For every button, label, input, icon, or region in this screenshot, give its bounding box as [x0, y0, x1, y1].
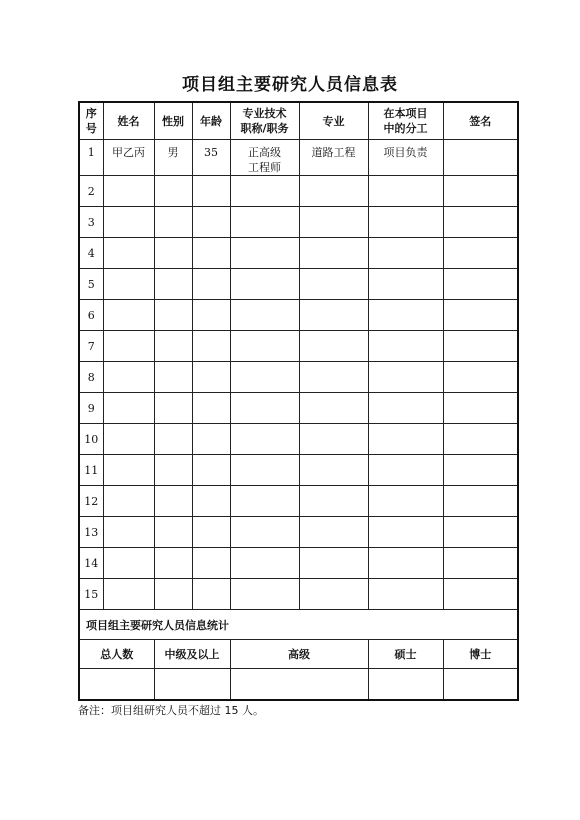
cell-major[interactable]: [299, 548, 368, 579]
cell-name[interactable]: [103, 207, 154, 238]
cell-signature[interactable]: [443, 140, 518, 176]
table-row: [79, 140, 518, 176]
cell-seq: 10: [79, 424, 103, 455]
table-row: [79, 579, 518, 610]
cell-role[interactable]: [368, 548, 443, 579]
cell-gender[interactable]: [154, 393, 192, 424]
cell-name[interactable]: [103, 362, 154, 393]
stats-header-total-count: 总人数: [79, 640, 154, 669]
cell-age[interactable]: [192, 393, 230, 424]
header-signature: 签名: [443, 102, 518, 140]
table-row: [79, 176, 518, 207]
table-row: [79, 269, 518, 300]
cell-role[interactable]: [368, 486, 443, 517]
cell-role[interactable]: [368, 176, 443, 207]
cell-role[interactable]: [368, 269, 443, 300]
cell-major[interactable]: [299, 300, 368, 331]
cell-role[interactable]: [368, 300, 443, 331]
cell-age[interactable]: [192, 579, 230, 610]
table-row: [79, 517, 518, 548]
cell-title[interactable]: [230, 238, 299, 269]
cell-role[interactable]: [368, 207, 443, 238]
cell-signature[interactable]: [443, 424, 518, 455]
cell-title[interactable]: [230, 331, 299, 362]
header-role: 在本项目 中的分工: [368, 102, 443, 140]
cell-age[interactable]: [192, 424, 230, 455]
cell-title[interactable]: [230, 455, 299, 486]
cell-age[interactable]: [192, 455, 230, 486]
cell-gender[interactable]: [154, 486, 192, 517]
cell-title[interactable]: [230, 300, 299, 331]
cell-role[interactable]: [368, 362, 443, 393]
cell-seq: 8: [79, 362, 103, 393]
cell-title[interactable]: [230, 486, 299, 517]
researcher-table: [78, 101, 519, 701]
cell-gender[interactable]: [154, 300, 192, 331]
stats-title: 项目组主要研究人员信息统计: [79, 610, 518, 640]
cell-major[interactable]: [299, 238, 368, 269]
cell-gender[interactable]: [154, 331, 192, 362]
table-row: [79, 238, 518, 269]
cell-major[interactable]: [299, 486, 368, 517]
cell-name[interactable]: [103, 455, 154, 486]
cell-gender[interactable]: [154, 362, 192, 393]
header-title: 专业技术 职称/职务: [230, 102, 299, 140]
cell-role[interactable]: [368, 517, 443, 548]
cell-role[interactable]: [368, 331, 443, 362]
cell-role[interactable]: 项目负责: [368, 140, 443, 176]
cell-name[interactable]: [103, 176, 154, 207]
cell-name[interactable]: [103, 486, 154, 517]
cell-gender[interactable]: [154, 548, 192, 579]
cell-name[interactable]: [103, 300, 154, 331]
cell-major[interactable]: [299, 331, 368, 362]
cell-gender[interactable]: [154, 269, 192, 300]
cell-gender[interactable]: [154, 455, 192, 486]
cell-seq: 3: [79, 207, 103, 238]
cell-seq: 4: [79, 238, 103, 269]
cell-seq: 9: [79, 393, 103, 424]
table-row: [79, 331, 518, 362]
cell-role[interactable]: [368, 579, 443, 610]
cell-signature[interactable]: [443, 393, 518, 424]
cell-name[interactable]: 甲乙丙: [103, 140, 154, 176]
cell-age[interactable]: [192, 548, 230, 579]
cell-seq: 14: [79, 548, 103, 579]
cell-age[interactable]: [192, 300, 230, 331]
stats-header-doctor: 博士: [443, 640, 518, 669]
stats-header-row: [79, 640, 518, 669]
cell-age[interactable]: [192, 207, 230, 238]
table-row: [79, 486, 518, 517]
cell-name[interactable]: [103, 548, 154, 579]
cell-age[interactable]: [192, 517, 230, 548]
header-name: 姓名: [103, 102, 154, 140]
cell-gender[interactable]: [154, 176, 192, 207]
cell-seq: 2: [79, 176, 103, 207]
cell-name[interactable]: [103, 331, 154, 362]
cell-gender[interactable]: 男: [154, 140, 192, 176]
cell-title[interactable]: [230, 548, 299, 579]
cell-major[interactable]: [299, 362, 368, 393]
cell-signature[interactable]: [443, 331, 518, 362]
cell-seq: 7: [79, 331, 103, 362]
cell-title[interactable]: 正高级 工程师: [230, 140, 299, 176]
cell-title[interactable]: [230, 207, 299, 238]
cell-signature[interactable]: [443, 486, 518, 517]
stats-value-doctor[interactable]: [443, 669, 518, 701]
cell-title[interactable]: [230, 393, 299, 424]
cell-seq: 13: [79, 517, 103, 548]
stats-header-senior: 高级: [230, 640, 368, 669]
table-header-row: [79, 102, 518, 140]
page-title: 项目组主要研究人员信息表: [182, 75, 398, 95]
cell-seq: 15: [79, 579, 103, 610]
cell-age[interactable]: [192, 269, 230, 300]
cell-seq: 12: [79, 486, 103, 517]
table-row: [79, 424, 518, 455]
cell-major[interactable]: [299, 455, 368, 486]
cell-major[interactable]: 道路工程: [299, 140, 368, 176]
cell-title[interactable]: [230, 269, 299, 300]
cell-signature[interactable]: [443, 238, 518, 269]
cell-name[interactable]: [103, 393, 154, 424]
stats-header-master: 硕士: [368, 640, 443, 669]
cell-seq: 1: [79, 140, 103, 176]
table-row: [79, 207, 518, 238]
header-age: 年龄: [192, 102, 230, 140]
cell-signature[interactable]: [443, 300, 518, 331]
cell-gender[interactable]: [154, 238, 192, 269]
cell-age[interactable]: [192, 238, 230, 269]
header-gender: 性别: [154, 102, 192, 140]
stats-header-intermediate-and-above: 中级及以上: [154, 640, 230, 669]
cell-name[interactable]: [103, 579, 154, 610]
cell-role[interactable]: [368, 455, 443, 486]
stats-title-row: [79, 610, 518, 640]
stats-value-intermediate-and-above[interactable]: [154, 669, 230, 701]
footnote: 备注：项目组研究人员不超过 15 人。: [78, 704, 264, 717]
cell-signature[interactable]: [443, 548, 518, 579]
table-row: [79, 300, 518, 331]
cell-role[interactable]: [368, 393, 443, 424]
cell-name[interactable]: [103, 238, 154, 269]
cell-major[interactable]: [299, 424, 368, 455]
cell-age[interactable]: [192, 362, 230, 393]
table-row: [79, 548, 518, 579]
table-row: [79, 455, 518, 486]
cell-role[interactable]: [368, 238, 443, 269]
cell-seq: 11: [79, 455, 103, 486]
cell-signature[interactable]: [443, 176, 518, 207]
stats-value-row: [79, 669, 518, 701]
cell-signature[interactable]: [443, 455, 518, 486]
stats-value-senior[interactable]: [230, 669, 368, 701]
stats-value-master[interactable]: [368, 669, 443, 701]
cell-signature[interactable]: [443, 207, 518, 238]
header-major: 专业: [299, 102, 368, 140]
cell-name[interactable]: [103, 517, 154, 548]
cell-title[interactable]: [230, 362, 299, 393]
cell-age[interactable]: [192, 331, 230, 362]
cell-age[interactable]: 35: [192, 140, 230, 176]
cell-seq: 6: [79, 300, 103, 331]
cell-title[interactable]: [230, 424, 299, 455]
cell-signature[interactable]: [443, 579, 518, 610]
cell-major[interactable]: [299, 579, 368, 610]
cell-name[interactable]: [103, 269, 154, 300]
cell-major[interactable]: [299, 269, 368, 300]
cell-gender[interactable]: [154, 517, 192, 548]
cell-title[interactable]: [230, 517, 299, 548]
cell-title[interactable]: [230, 579, 299, 610]
cell-signature[interactable]: [443, 269, 518, 300]
stats-value-total-count[interactable]: [79, 669, 154, 701]
cell-gender[interactable]: [154, 579, 192, 610]
cell-title[interactable]: [230, 176, 299, 207]
cell-signature[interactable]: [443, 362, 518, 393]
cell-gender[interactable]: [154, 424, 192, 455]
cell-signature[interactable]: [443, 517, 518, 548]
cell-role[interactable]: [368, 424, 443, 455]
cell-major[interactable]: [299, 393, 368, 424]
cell-age[interactable]: [192, 176, 230, 207]
cell-major[interactable]: [299, 207, 368, 238]
cell-seq: 5: [79, 269, 103, 300]
header-seq: 序 号: [79, 102, 103, 140]
cell-major[interactable]: [299, 517, 368, 548]
table-row: [79, 393, 518, 424]
cell-major[interactable]: [299, 176, 368, 207]
table-row: [79, 362, 518, 393]
cell-name[interactable]: [103, 424, 154, 455]
cell-age[interactable]: [192, 486, 230, 517]
cell-gender[interactable]: [154, 207, 192, 238]
